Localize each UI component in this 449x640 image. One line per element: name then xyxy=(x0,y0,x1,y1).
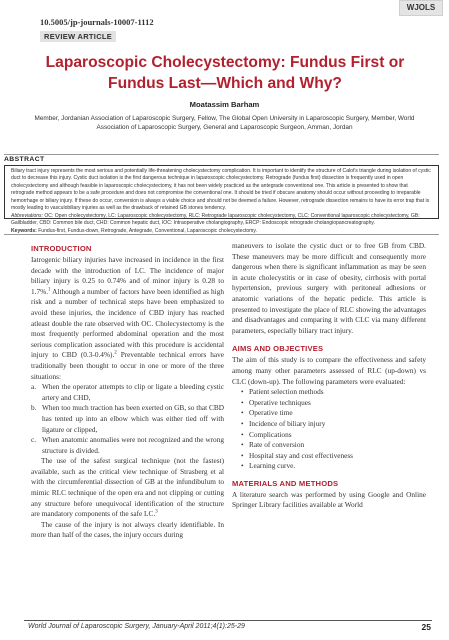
right-paragraph-1: maneuvers to isolate the cystic duct or to free GB from CBD. These maneuvers may be more difficult and consequently more dangerous when there is significant inflammation as may be seen in acute cholecystitis or in case of obesity, cirrhosis with portal hypertension, previous surgery with peritoneal adhesions or anatomic variations of the hepatic pedicle. This article is presented to investigate the place of RLC showing the advantages and disadvantages and comparing it with CLC via many different parameters, especially biliary tract injury. xyxy=(232,241,426,335)
intro-text-c: Preventable technical errors have traditionally been thought to occur in one or more of the three situations: xyxy=(31,350,224,381)
intro-paragraph-2 xyxy=(31,456,224,520)
list-item xyxy=(31,382,224,403)
abbreviations-text: OC: Open cholecystectomy, LC: Laparoscopic cholecystectomy, RLC: Retrograde laparoscopic cholecystectomy, CLC: Conventional laparoscopic cholecystectomy, GB: Gallbladder, CBD: Common bile duct, CHD: Common hepatic duct, IOC: Intraoperative cholangiography, ERCP: Endoscopic retrograde cholangiopancreatography. xyxy=(11,212,420,227)
abbreviations xyxy=(11,213,432,228)
abstract-heading: ABSTRACT xyxy=(4,156,45,163)
intro-paragraph-1 xyxy=(31,255,224,382)
list-item: • Incidence of biliary injury xyxy=(241,419,426,430)
methods-heading: MATERIALS AND METHODS xyxy=(232,478,339,488)
aims-paragraph: The aim of this study is to compare the effectiveness and safety among many other parameters assessed of RLC (up-down) vs CLC (down-up). The following parameters were evaluated: xyxy=(232,355,426,386)
abstract-text: Biliary tract injury represents the most serious and potentially life-threatening cholecystectomy complication. It is important to identify the structure of Calot's triangle during isolation of cystic duct to decrease this injury. Cystic duct isolation is the first dangerous technique in laparoscopic cholecystectomy. Retrograde (fundus first) dissection is frequently used in open cholecystectomy and although feasible in laparoscopic cholecystectomy, it has not been widely practiced as the antegrade conventional one. This article is presented to show that retrograde method appears to be a safe procedure and does not compromise the conventional one. It should be tried if obscure anatomy should occur without proceeding to irreparable hemorrhage or biliary injury. If these do occur, conversion is always a viable choice and should not be deemed a failure. However, retrograde dissection remains to have its error trap that is mostly leading to vasculobiliary injuries as well as the drawback of retained GB stones tendency. xyxy=(11,168,431,212)
footer-divider xyxy=(24,620,432,621)
title-line-1: Laparoscopic Cholecystectomy: Fundus First or xyxy=(45,54,405,71)
intro-text-d: The use of the safest surgical technique (not the fastest) available, such as the critical view technique of Strasberg et al with the circumferential dissection of GB at the infundibulum to mimic RLC technique of the open era and not clipping or cutting any structure before unequivocal identification of the structure are mandatory components of the safe LC. xyxy=(31,456,224,519)
author-name: Moatassim Barham xyxy=(189,100,260,109)
list-item: • Hospital stay and cost effectiveness xyxy=(241,451,426,462)
introduction-heading: INTRODUCTION xyxy=(31,244,92,253)
list-item: • Operative time xyxy=(241,408,426,419)
list-item xyxy=(31,403,224,435)
doi-text: 10.5005/jp-journals-10007-1112 xyxy=(40,17,154,27)
keywords-label: Keywords: xyxy=(11,227,37,234)
right-column xyxy=(232,241,426,511)
divider-top xyxy=(4,154,439,155)
aims-heading: AIMS AND OBJECTIVES xyxy=(232,344,324,354)
methods-paragraph: A literature search was performed by using Google and Online Springer Library facilities available at World xyxy=(232,489,426,510)
parameters-list xyxy=(232,387,426,472)
list-item: • Learning curve. xyxy=(241,461,426,472)
title-line-2: Fundus Last—Which and Why? xyxy=(108,75,342,92)
author-affiliation: Member, Jordanian Association of Laparoscopic Surgery, Fellow, The Global Open University in Laparoscopic Surgery, Member, World Association of Laparoscopic Surgery, General and Laparoscopic Surgeon, Amman, Jordan xyxy=(34,115,415,131)
journal-tag: WJOLS xyxy=(399,0,443,16)
list-item-label: b. xyxy=(31,403,37,413)
list-item-text: When anatomic anomalies were not recognized and the wrong structure is divided. xyxy=(42,435,224,455)
list-item-label: a. xyxy=(31,382,37,392)
list-item: • Patient selection methods xyxy=(241,387,426,398)
reference-2[interactable]: 2 xyxy=(114,350,117,356)
abstract-box xyxy=(4,165,439,234)
page-number: 25 xyxy=(421,622,431,632)
intro-paragraph-3: The cause of the injury is not always clearly identifiable. In more than half of the cases, the injury occurs during xyxy=(31,519,224,540)
left-column xyxy=(31,241,224,541)
list-item-text: When too much traction has been exerted on GB, so that CBD has tented up into an elbow which was either tied off with ligature or clipped, xyxy=(42,403,224,434)
footer-citation: World Journal of Laparoscopic Surgery, January-April 2011;4(1):25-29 xyxy=(28,623,245,630)
list-item: • Complications xyxy=(241,430,426,441)
list-item-label: c. xyxy=(31,435,37,445)
intro-text-b: Although a number of factors have been identified as high risk and a number of technical steps have been emphasized to avoid these injuries, the incidence of CBD injury has reached atleast double the rate observed with OC. Cholecystectomy is the most frequently performed abdominal operation and the most serious complication associated with this procedure is accidental injury to CBD (0.3-0.4%). xyxy=(31,286,224,360)
list-item xyxy=(31,435,224,456)
article-type-badge: REVIEW ARTICLE xyxy=(40,31,116,42)
keywords-text: Fundus-first, Fundus-down, Retrograde, Antegrade, Conventional, Laparoscopic cholecystectomy. xyxy=(36,227,257,234)
list-item: • Rate of conversion xyxy=(241,440,426,451)
situations-list xyxy=(31,382,224,456)
abbreviations-label: Abbreviations: xyxy=(11,212,43,219)
list-item-text: When the operator attempts to clip or ligate a bleeding cystic artery and CHD, xyxy=(42,382,224,402)
reference-3[interactable]: 3 xyxy=(155,509,158,515)
reference-1[interactable]: 1 xyxy=(48,287,51,293)
list-item: • Operative techniques xyxy=(241,398,426,409)
divider-bottom xyxy=(4,234,439,235)
article-title xyxy=(20,52,430,94)
intro-text-a: Iatrogenic biliary injuries have increased in incidence in the first decade with the introduction of LC. The incidence of major biliary injury is 0.25 to 0.74% and of minor injury is 0.28 to 1.7%. xyxy=(31,255,224,296)
